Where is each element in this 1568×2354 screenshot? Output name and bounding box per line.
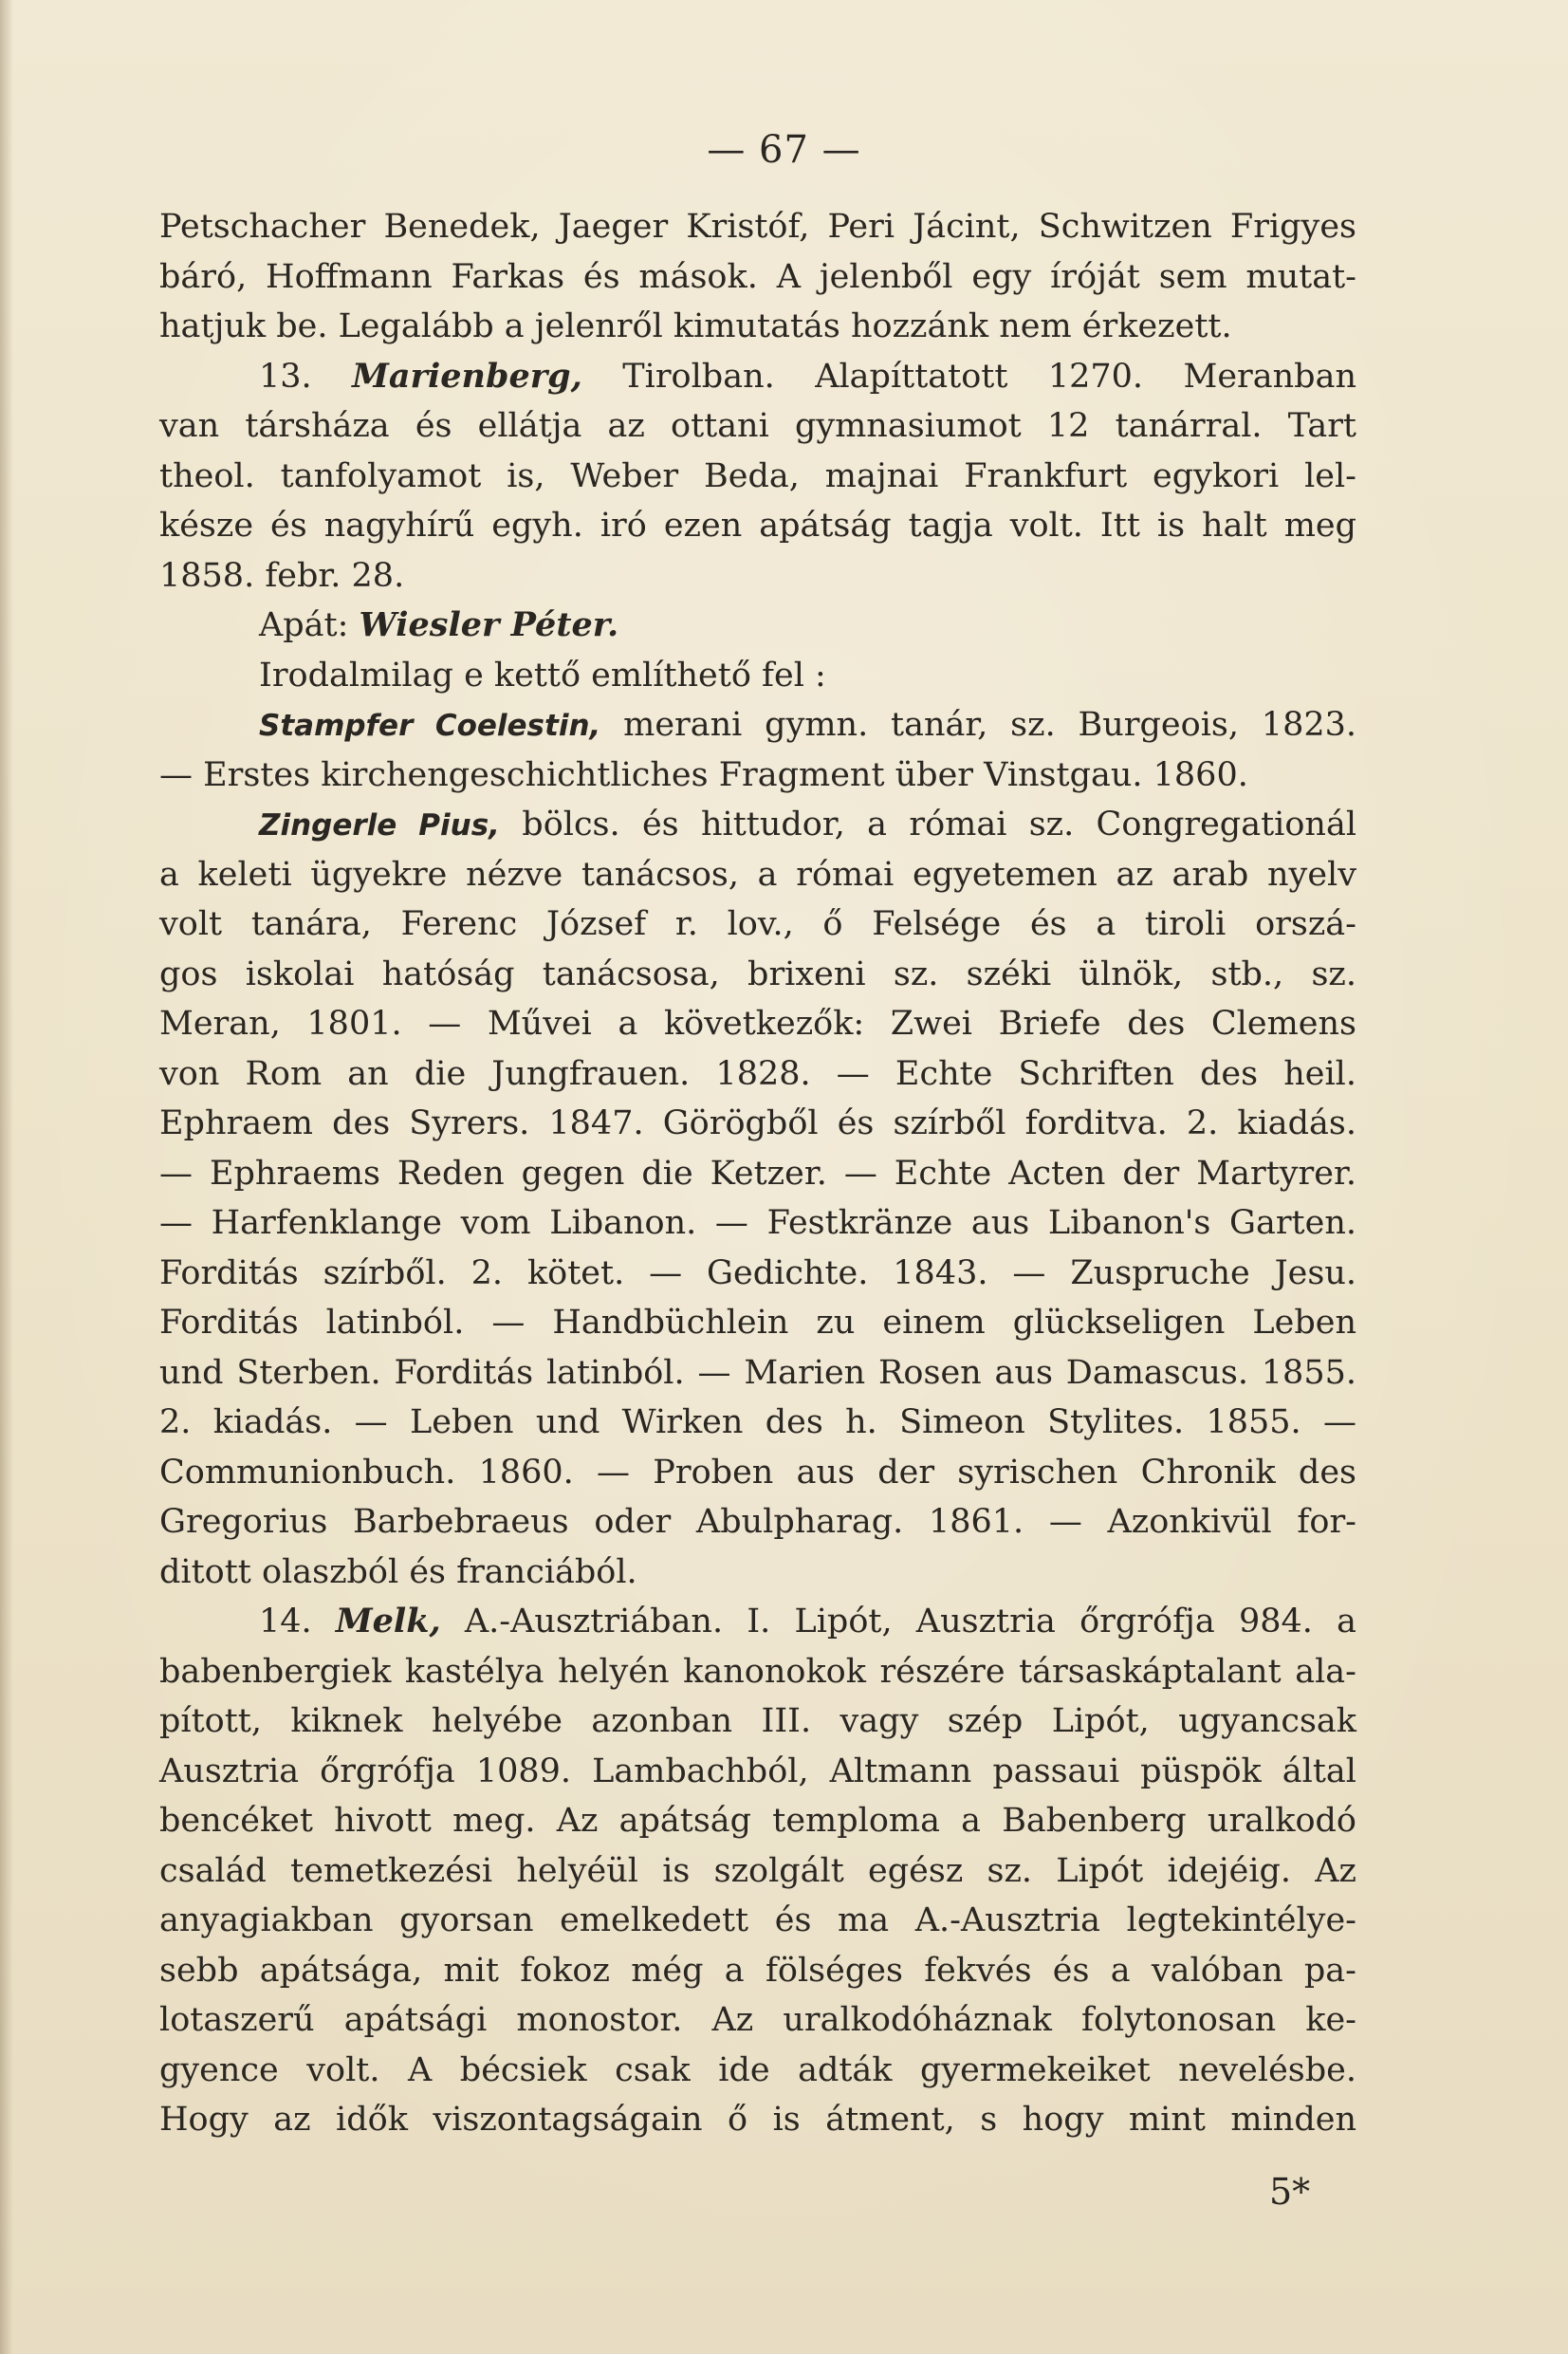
text-run: merani gymn. tanár, sz. Burgeois, 1823. <box>600 706 1356 744</box>
printer-signature-mark: 5* <box>1269 2171 1311 2213</box>
emphasized-name: Zingerle Pius, <box>259 808 500 843</box>
text-line <box>159 1747 1356 1797</box>
emphasized-name: Melk, <box>335 1602 441 1640</box>
text-line <box>159 302 1356 352</box>
text-run: bölcs. és hittudor, a római sz. Congregationál <box>499 806 1357 843</box>
text-line <box>159 401 1356 452</box>
text-line <box>159 1249 1356 1299</box>
text-line <box>159 1796 1356 1846</box>
text-line <box>159 1647 1356 1697</box>
text-line <box>159 1597 1356 1647</box>
text-run: család temetkezési helyéül is szolgált egész sz. Lipót idejéig. Az <box>159 1851 1356 1890</box>
text-line <box>159 950 1356 1000</box>
text-run: und Sterben. Forditás latinból. — Marien Rosen aus Damascus. 1855. <box>159 1353 1356 1392</box>
text-line <box>159 551 1356 602</box>
text-run: gos iskolai hatóság tanácsosa, brixeni sz. széki ülnök, stb., sz. <box>159 955 1356 993</box>
text-line <box>159 1946 1356 1996</box>
text-line <box>159 202 1356 252</box>
text-line <box>159 501 1356 551</box>
text-run: theol. tanfolyamot is, Weber Beda, majnai Frankfurt egykori lel- <box>159 456 1356 495</box>
text-line <box>159 651 1356 701</box>
emphasized-name: Wiesler Péter. <box>359 605 619 644</box>
text-run: van társháza és ellátja az ottani gymnasiumot 12 tanárral. Tart <box>159 407 1356 445</box>
text-line <box>159 1348 1356 1399</box>
text-run: A.-Ausztriában. I. Lipót, Ausztria őrgrófja 984. a <box>440 1603 1356 1640</box>
text-run: gyence volt. A bécsiek csak ide adták gyermekeiket nevelésbe. <box>159 2050 1356 2089</box>
text-line <box>159 2095 1356 2145</box>
text-line <box>159 899 1356 950</box>
text-line <box>159 1398 1356 1448</box>
text-run: 2. kiadás. — Leben und Wirken des h. Simeon Stylites. 1855. — <box>159 1403 1356 1441</box>
text-line <box>159 1099 1356 1149</box>
text-run: a keleti ügyekre nézve tanácsos, a római egyetemen az arab nyelv <box>159 855 1356 894</box>
text-run: Petschacher Benedek, Jaeger Kristóf, Peri Jácint, Schwitzen Frigyes <box>159 208 1356 246</box>
text-run: — Ephraems Reden gegen die Ketzer. — Echte Acten der Martyrer. <box>159 1154 1356 1193</box>
text-run: bencéket hivott meg. Az apátság temploma a Babenberg uralkodó <box>159 1802 1356 1840</box>
text-run: késze és nagyhírű egyh. iró ezen apátság tagja volt. Itt is halt meg <box>159 507 1356 545</box>
text-run: — Erstes kirchengeschichtliches Fragment über Vinstgau. 1860. <box>159 755 1248 794</box>
text-run: Forditás szírből. 2. kötet. — Gedichte. 1843. — Zuspruche Jesu. <box>159 1253 1356 1292</box>
text-line <box>159 1846 1356 1897</box>
body-text <box>159 202 1356 2145</box>
text-line <box>159 1448 1356 1498</box>
text-line <box>159 1049 1356 1100</box>
text-run: Meran, 1801. — Művei a következők: Zwei Briefe des Clemens <box>159 1005 1356 1043</box>
text-run: Gregorius Barbebraeus oder Abulpharag. 1861. — Azonkivül for- <box>159 1503 1356 1541</box>
text-run: — Harfenklange vom Libanon. — Festkränze aus Libanon's Garten. <box>159 1204 1356 1242</box>
text-run: hatjuk be. Legalább a jelenről kimutatás hozzánk nem érkezett. <box>159 307 1232 345</box>
text-run: 14. <box>259 1603 336 1640</box>
text-run: Hogy az idők viszontagságain ő is átment, s hogy mint minden <box>159 2101 1356 2139</box>
text-line <box>159 1995 1356 2046</box>
text-line <box>159 1548 1356 1598</box>
text-line <box>159 999 1356 1049</box>
emphasized-name: Stampfer Coelestin, <box>259 709 601 743</box>
text-line <box>159 700 1356 751</box>
text-run: von Rom an die Jungfrauen. 1828. — Echte Schriften des heil. <box>159 1054 1356 1093</box>
text-line <box>159 1896 1356 1946</box>
text-line <box>159 1198 1356 1249</box>
text-line <box>159 800 1356 850</box>
text-run: ditott olaszból és franciából. <box>159 1552 637 1591</box>
page-number: — 67 — <box>707 128 861 172</box>
text-run: volt tanára, Ferenc József r. lov., ő Felsége és a tiroli orszá- <box>159 905 1356 943</box>
text-run: babenbergiek kastélya helyén kanonokok részére társaskáptalant ala- <box>159 1652 1356 1691</box>
emphasized-name: Marienberg, <box>352 356 582 396</box>
text-run: lotaszerű apátsági monostor. Az uralkodóháznak folytonosan ke- <box>159 2001 1356 2039</box>
text-line <box>159 601 1356 651</box>
text-line <box>159 751 1356 801</box>
text-line <box>159 1149 1356 1199</box>
text-run: 1858. febr. 28. <box>159 556 405 595</box>
text-line <box>159 252 1356 303</box>
text-run: Ephraem des Syrers. 1847. Görögből és szírből forditva. 2. kiadás. <box>159 1104 1356 1142</box>
text-run: pított, kiknek helyébe azonban III. vagy szép Lipót, ugyancsak <box>159 1702 1356 1740</box>
text-line <box>159 452 1356 502</box>
text-line <box>159 850 1356 900</box>
text-run: Tirolban. Alapíttatott 1270. Meranban <box>581 357 1356 396</box>
text-line <box>159 1696 1356 1747</box>
text-run: báró, Hoffmann Farkas és mások. A jelenből egy íróját sem mutat- <box>159 257 1356 296</box>
page-gutter-shadow <box>0 0 13 2354</box>
text-run: 13. <box>259 357 353 396</box>
text-run: sebb apátsága, mit fokoz még a fölséges fekvés és a valóban pa- <box>159 1951 1356 1990</box>
text-line <box>159 1497 1356 1548</box>
text-run: Ausztria őrgrófja 1089. Lambachból, Altmann passaui püspök által <box>159 1752 1356 1790</box>
text-run: Communionbuch. 1860. — Proben aus der syrischen Chronik des <box>159 1453 1356 1492</box>
text-run: Irodalmilag e kettő említhető fel : <box>259 656 826 695</box>
text-run: Apát: <box>259 606 360 644</box>
text-run: anyagiakban gyorsan emelkedett és ma A.-Ausztria legtekintélye- <box>159 1901 1356 1939</box>
text-line <box>159 1298 1356 1348</box>
text-run: Forditás latinból. — Handbüchlein zu einem glückseligen Leben <box>159 1304 1356 1342</box>
text-line <box>159 2046 1356 2096</box>
text-line <box>159 352 1356 402</box>
